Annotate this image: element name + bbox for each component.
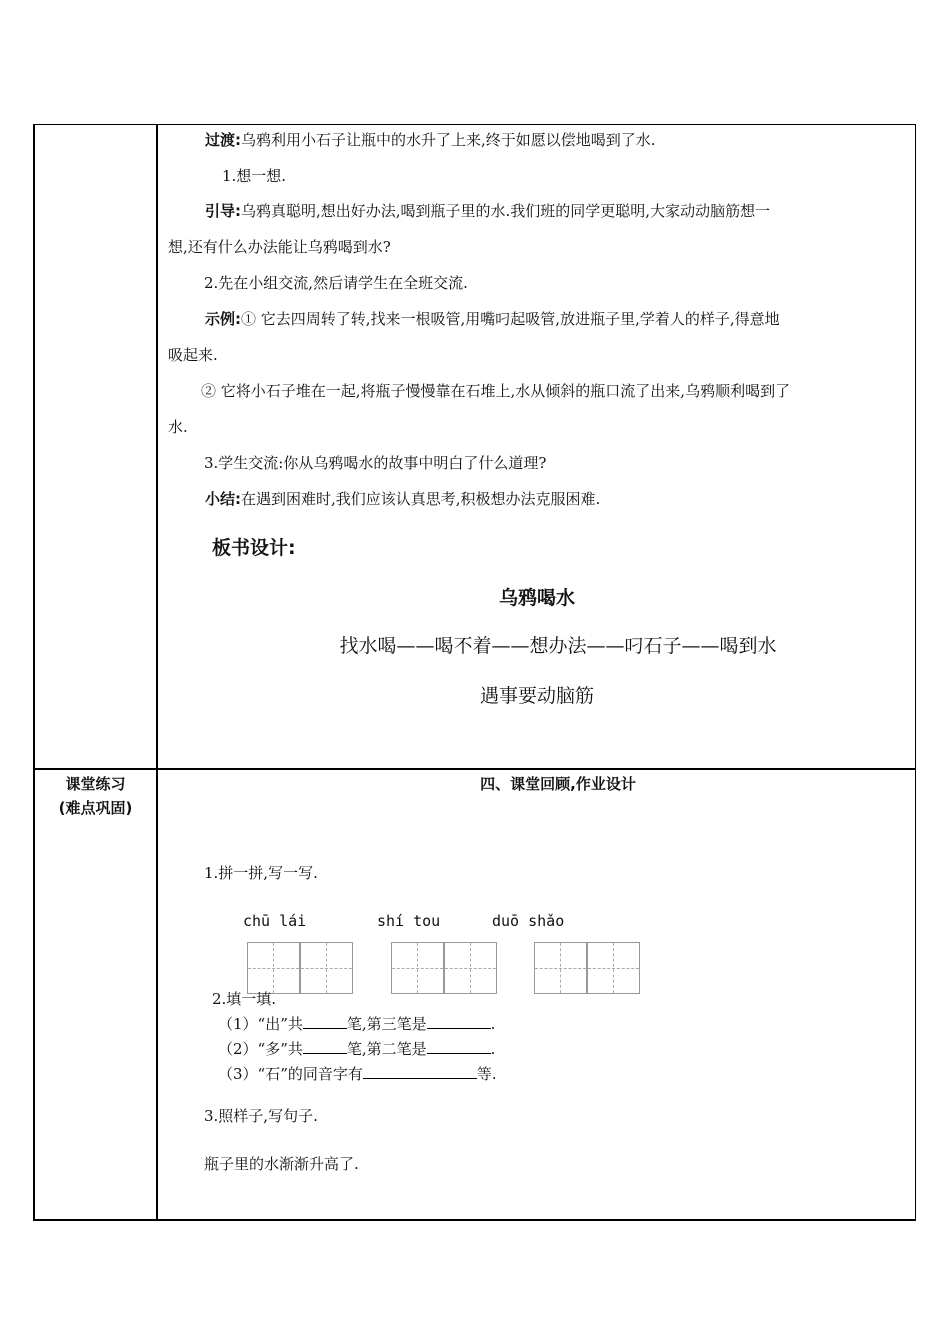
answer-blank[interactable] — [427, 1038, 491, 1054]
column-divider — [156, 124, 158, 1221]
example-text-2: 吸起来. — [168, 346, 218, 364]
writing-grid-box[interactable] — [444, 942, 497, 994]
question-2-item-2: （2）“多”共 笔,第二笔是 . — [218, 1040, 496, 1058]
board-design-heading: 板书设计: — [212, 537, 296, 559]
question-2: 2.填一填. — [212, 990, 277, 1008]
question-2-item-3: （3）“石”的同音字有 等. — [218, 1065, 497, 1083]
example2-text-2: 水. — [168, 418, 188, 436]
guide-label: 引导: — [205, 202, 241, 220]
summary-paragraph — [205, 489, 600, 509]
row-divider — [33, 768, 916, 770]
question-3-example: 瓶子里的水渐渐升高了. — [204, 1155, 359, 1173]
step-2: 2.先在小组交流,然后请学生在全班交流. — [204, 274, 468, 292]
transition-label: 过渡: — [205, 131, 241, 149]
writing-grid-box[interactable] — [534, 942, 587, 994]
pinyin-1: chū lái — [243, 912, 307, 930]
summary-text: 在遇到困难时,我们应该认真思考,积极想办法克服困难. — [241, 490, 601, 508]
board-title: 乌鸦喝水 — [498, 587, 575, 609]
writing-grid-box[interactable] — [391, 942, 444, 994]
example-paragraph-line1 — [205, 309, 780, 329]
practice-label-line2: (难点巩固) — [58, 799, 133, 817]
summary-label: 小结: — [205, 490, 241, 508]
example2-text-1: ② 它将小石子堆在一起,将瓶子慢慢靠在石堆上,水从倾斜的瓶口流了出来,乌鸦顺利喝到了 — [201, 382, 791, 400]
question-2-item-1: （1）“出”共 笔,第三笔是 . — [218, 1015, 496, 1033]
pinyin-3: duō shǎo — [492, 912, 565, 930]
board-moral: 遇事要动脑筋 — [479, 685, 594, 707]
answer-blank[interactable] — [427, 1013, 491, 1029]
example-text-1: ① 它去四周转了转,找来一根吸管,用嘴叼起吸管,放进瓶子里,学着人的样子,得意地 — [241, 310, 780, 328]
transition-paragraph — [205, 130, 656, 150]
guide-text-2: 想,还有什么办法能让乌鸦喝到水? — [168, 238, 391, 256]
board-flow: 找水喝——喝不着——想办法——叼石子——喝到水 — [339, 635, 777, 657]
step-3: 3.学生交流:你从乌鸦喝水的故事中明白了什么道理? — [204, 454, 547, 472]
guide-paragraph-line1 — [205, 201, 770, 221]
step-1: 1.想一想. — [222, 167, 287, 185]
writing-grid-box[interactable] — [247, 942, 300, 994]
writing-grid-box[interactable] — [587, 942, 640, 994]
guide-text-1: 乌鸦真聪明,想出好办法,喝到瓶子里的水.我们班的同学更聪明,大家动动脑筋想一 — [241, 202, 771, 220]
writing-grid-box[interactable] — [300, 942, 353, 994]
question-3: 3.照样子,写句子. — [204, 1107, 318, 1125]
practice-label-line1: 课堂练习 — [65, 775, 126, 793]
question-1: 1.拼一拼,写一写. — [204, 864, 318, 882]
example-label: 示例: — [205, 310, 241, 328]
answer-blank[interactable] — [363, 1063, 477, 1079]
answer-blank[interactable] — [303, 1038, 347, 1054]
transition-text: 乌鸦利用小石子让瓶中的水升了上来,终于如愿以偿地喝到了水. — [241, 131, 656, 149]
answer-blank[interactable] — [303, 1013, 347, 1029]
section-title: 四、课堂回顾,作业设计 — [480, 775, 636, 793]
pinyin-2: shí tou — [377, 912, 441, 930]
